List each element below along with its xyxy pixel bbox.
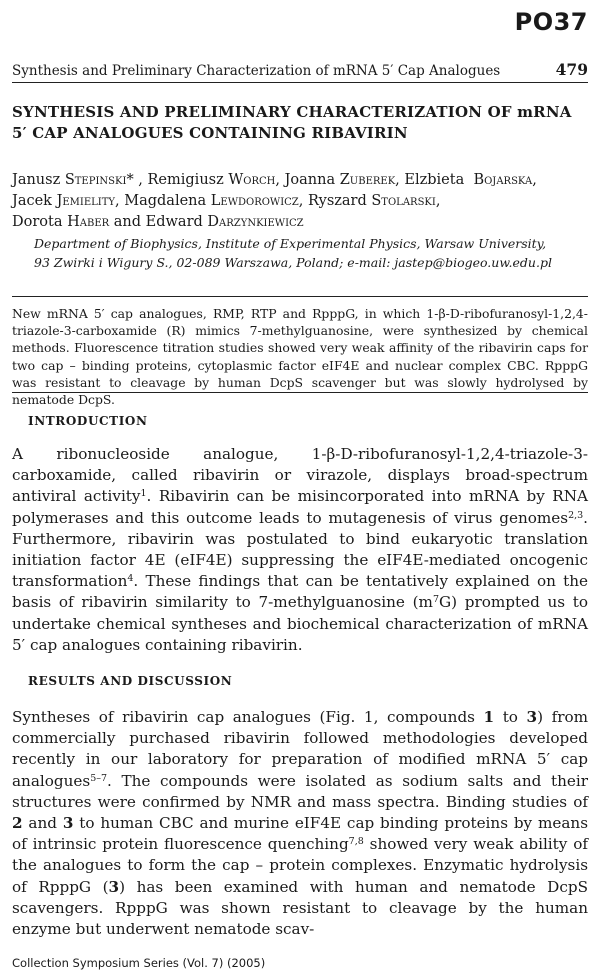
author-list: Janusz Stepinski* , Remigiusz Worch, Joanna Zuberek, Elzbieta Bojarska, Jacek Jemielity, Magdalena Lewdorowicz, Ryszard Stolarski, Dorota Haber and Edward Darzynkiewicz — [12, 172, 537, 230]
reference-mark: 4 — [127, 573, 134, 585]
text-run: Syntheses of ribavirin cap analogues (Fig. 1, compounds — [12, 708, 484, 726]
article-title: SYNTHESIS AND PRELIMINARY CHARACTERIZATION OF mRNA 5′ CAP ANALOGUES CONTAINING RIBAVIRIN — [12, 103, 572, 142]
author-given: Janusz — [12, 172, 61, 188]
introduction-paragraph — [12, 444, 588, 656]
compound-number: 2 — [12, 814, 23, 833]
footer-series: Collection Symposium Series (Vol. 7) (2005) — [12, 956, 266, 970]
author-surname: Stolarski — [371, 193, 436, 209]
author-given: Ryszard — [307, 193, 367, 209]
text-run: ) from commercially purchased ribavirin followed methodologies developed recently in our laboratory for preparation of modified mRNA 5′ cap analogues — [12, 708, 588, 790]
author-given: Remigiusz — [147, 172, 224, 188]
abstract: New mRNA 5′ cap analogues, RMP, RTP and RpppG, in which 1-β-D-ribofuranosyl-1,2,4-triazole-3-carboxamide (R) mimics 7-methylguanosine, were synthesized by chemical methods. Fluorescence titration studies showed very weak affinity of the ribavirin caps for two cap – binding proteins, cytoplasmic factor eIF4E and nuclear complex CBC. RpppG was resistant to cleavage by human DcpS scavenger but was slowly hydrolysed by nematode DcpS. — [12, 306, 588, 408]
author-surname: Zuberek — [339, 172, 396, 188]
text-run: and — [22, 814, 63, 833]
compound-number: 1 — [483, 708, 495, 726]
text-run: . The compounds were isolated as sodium salts and their structures were confirmed by NMR and mass spectra. Binding studies of — [12, 771, 588, 811]
corresponding-mark: * — [126, 172, 134, 188]
compound-number: 3 — [526, 708, 538, 726]
text-run: . These findings that can be tentatively explained on the basis of ribavirin similarity to 7-methylguanosine (m — [12, 572, 588, 612]
author-given: Magdalena — [124, 193, 207, 209]
reference-mark: 5–7 — [90, 772, 108, 784]
text-run: to human CBC and murine eIF4E cap binding proteins by means of intrinsic protein fluorescence quenching — [12, 814, 588, 854]
text-run: to — [494, 708, 527, 726]
reference-mark: 1 — [140, 488, 147, 500]
author-surname: Haber — [67, 214, 110, 230]
page-code: PO37 — [514, 8, 588, 36]
text-run: G) prompted us to undertake chemical syntheses and biochemical characterization of mRNA 5′ cap analogues containing ribavirin. — [12, 593, 588, 654]
header-rule — [12, 82, 588, 83]
text-run: A ribonucleoside analogue, 1-β-D-ribofuranosyl-1,2,4-triazole-3-carboxamide, called ribavirin or virazole, displays broad-spectrum antiviral activity — [12, 445, 588, 506]
compound-number: 3 — [108, 877, 120, 896]
section-heading-introduction: INTRODUCTION — [28, 414, 148, 428]
section-heading-results: RESULTS AND DISCUSSION — [28, 674, 233, 688]
author-surname: Jemielity — [56, 193, 116, 209]
abstract-top-rule — [12, 296, 588, 297]
affiliation-line: 93 Zwirki i Wigury S., 02-089 Warszawa, Poland; e-mail: jastep@biogeo.uw.edu.pl — [34, 255, 552, 270]
text-run: . Furthermore, ribavirin was postulated to bind eukaryotic translation initiation factor 4E (eIF4E) suppressing the eIF4E-mediated oncogenic transformation — [12, 508, 588, 591]
author-given: Jacek — [12, 193, 52, 209]
running-head-title: Synthesis and Preliminary Characterization of mRNA 5′ Cap Analogues — [12, 63, 501, 79]
reference-mark: 7,8 — [348, 836, 364, 848]
author-given: Edward — [145, 214, 203, 230]
running-head — [12, 60, 588, 79]
superscript: 7 — [432, 594, 439, 606]
page-number: 479 — [555, 60, 588, 79]
author-given: Joanna — [284, 172, 336, 188]
text-run: ) has been examined with human and nematode DcpS scavengers. RpppG was shown resistant to cleavage by the human enzyme but underwent nematode scav- — [12, 877, 588, 939]
text-run: . Ribavirin can be misincorporated into mRNA by RNA polymerases and this outcome leads to mutagenesis of virus genomes — [12, 487, 588, 527]
author-surname: Bojarska — [473, 172, 533, 188]
affiliation-line: Department of Biophysics, Institute of Experimental Physics, Warsaw University, — [34, 236, 547, 251]
reference-mark: 2,3 — [568, 509, 584, 521]
author-surname: Lewdorowicz — [210, 193, 299, 209]
results-paragraph — [12, 707, 588, 940]
author-given: Elzbieta — [404, 172, 465, 188]
compound-number: 3 — [62, 814, 74, 833]
author-surname: Darzynkiewicz — [207, 214, 304, 230]
abstract-bottom-rule — [12, 392, 588, 393]
author-surname: Stepinski — [64, 172, 127, 188]
affiliation — [34, 234, 588, 272]
author-surname: Worch — [228, 172, 276, 188]
author-given: Dorota — [12, 214, 63, 230]
text-run: showed very weak ability of the analogues to form the cap – protein complexes. Enzymatic hydrolysis of RpppG ( — [12, 835, 588, 896]
